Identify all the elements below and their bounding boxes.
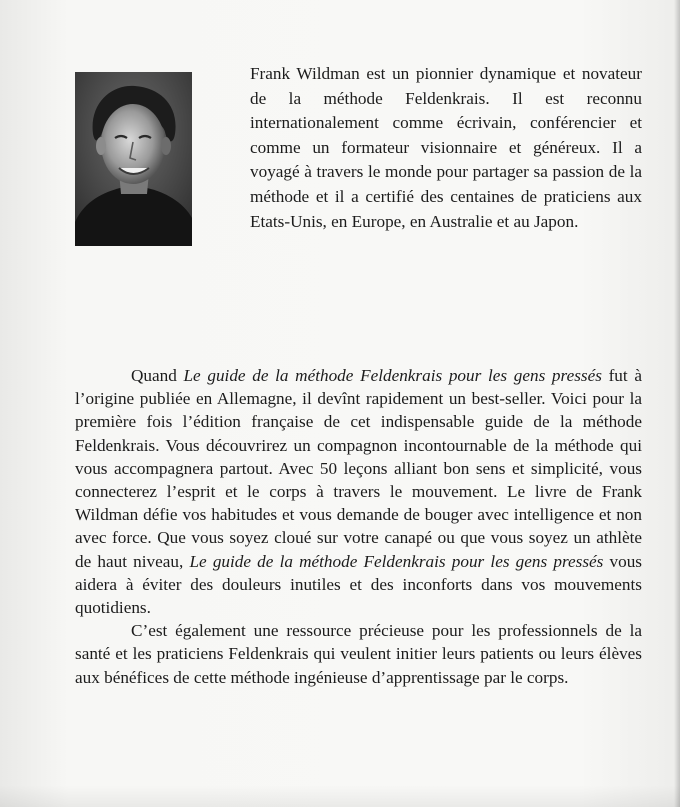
description-middle: fut à l’origine publiée en Allemagne, il devînt rapidement un best-seller. Voici pour la première fois l’édition française de cet indispensable guide de la méthode Feldenkrais. Vous découvrirez un compagnon incontournable de la méthode qui vous accompagnera partout. Avec 50 leçons alliant bon sens et simplicité, vous connecterez l’esprit et le corps à travers le mouvement. Le livre de Frank Wildman défie vos habitudes et vous demande de bouger avec intelligence et non avec force. Que vous soyez cloué sur votre canapé ou que vous soyez un athlète de haut niveau,: [75, 366, 642, 571]
description-paragraph-2: C’est également une ressource précieuse pour les professionnels de la santé et les praticiens Feldenkrais qui veulent initier leurs patients ou leurs élèves aux bénéfices de cette méthode ingénieuse d’apprentissage par le corps.: [75, 621, 642, 687]
book-description: [75, 364, 642, 689]
page-edge-shadow: [674, 0, 680, 807]
description-end: vous aidera à éviter des douleurs inutiles et des inconforts dans vos mouvements quotidiens.: [75, 551, 642, 618]
book-title-italic: Le guide de la méthode Feldenkrais pour les gens pressés: [183, 366, 602, 385]
description-intro: Quand: [131, 366, 184, 385]
author-photo: [75, 72, 192, 246]
author-portrait-image: [75, 72, 192, 246]
book-title-italic-repeat: Le guide de la méthode Feldenkrais pour les gens pressés: [189, 551, 604, 571]
author-bio: Frank Wildman est un pionnier dynamique et novateur de la méthode Feldenkrais. Il est reconnu internationalement comme écrivain, conférencier et comme un formateur visionnaire et généreux. Il a voyagé à travers le monde pour partager sa passion de la méthode et il a certifié des centaines de praticiens aux Etats-Unis, en Europe, en Australie et au Japon.: [250, 64, 642, 231]
description-paragraph-1: [75, 364, 642, 619]
